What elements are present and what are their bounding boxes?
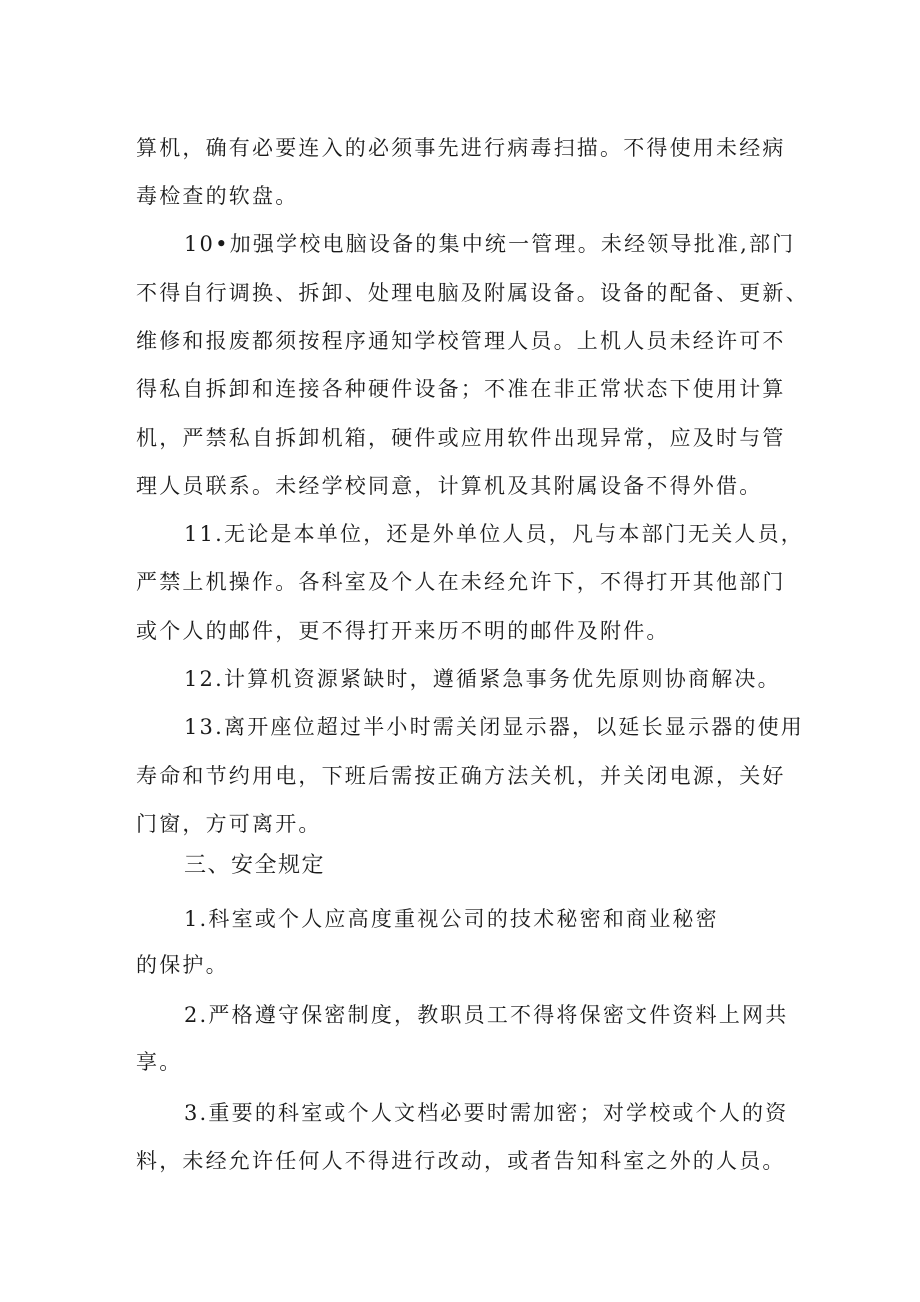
paragraph-line: 机，严禁私自拆卸机箱，硬件或应用软件出现异常，应及时与管 bbox=[136, 426, 786, 450]
paragraph-line: 得私自拆卸和连接各种硬件设备；不准在非正常状态下使用计算 bbox=[136, 377, 786, 401]
paragraph-line: 11.无论是本单位，还是外单位人员，凡与本部门无关人员， bbox=[184, 522, 804, 546]
paragraph-line: 的保护。 bbox=[136, 953, 229, 977]
paragraph-line: 享。 bbox=[136, 1050, 183, 1074]
paragraph-line: 3.重要的科室或个人文档必要时需加密；对学校或个人的资 bbox=[184, 1101, 789, 1125]
paragraph-line: 维修和报废都须按程序通知学校管理人员。上机人员未经许可不 bbox=[136, 329, 786, 353]
paragraph-line: 理人员联系。未经学校同意，计算机及其附属设备不得外借。 bbox=[136, 474, 763, 498]
paragraph-line: 料，未经允许任何人不得进行改动，或者告知科室之外的人员。 bbox=[136, 1149, 786, 1173]
paragraph-line: 10•加强学校电脑设备的集中统一管理。未经领导批准,部门 bbox=[184, 232, 796, 256]
paragraph-line: 毒检查的软盘。 bbox=[136, 184, 299, 208]
paragraph-line: 或个人的邮件，更不得打开来历不明的邮件及附件。 bbox=[136, 619, 670, 643]
paragraph-line: 2.严格遵守保密制度，教职员工不得将保密文件资料上网共 bbox=[184, 1003, 789, 1027]
section-heading: 三、安全规定 bbox=[184, 853, 326, 878]
paragraph-line: 门窗，方可离开。 bbox=[136, 812, 322, 836]
paragraph-line: 不得自行调换、拆卸、处理电脑及附属设备。设备的配备、更新、 bbox=[136, 281, 809, 305]
paragraph-line: 寿命和节约用电，下班后需按正确方法关机，并关闭电源，关好 bbox=[136, 764, 786, 788]
paragraph-line: 12.计算机资源紧缺时，遵循紧急事务优先原则协商解决。 bbox=[184, 667, 781, 691]
paragraph-line: 1.科室或个人应高度重视公司的技术秘密和商业秘密 bbox=[184, 907, 719, 931]
paragraph-line: 算机，确有必要连入的必须事先进行病毒扫描。不得使用未经病 bbox=[136, 136, 786, 160]
paragraph-line: 13.离开座位超过半小时需关闭显示器，以延长显示器的使用 bbox=[184, 715, 804, 739]
paragraph-line: 严禁上机操作。各科室及个人在未经允许下，不得打开其他部门 bbox=[136, 570, 786, 594]
